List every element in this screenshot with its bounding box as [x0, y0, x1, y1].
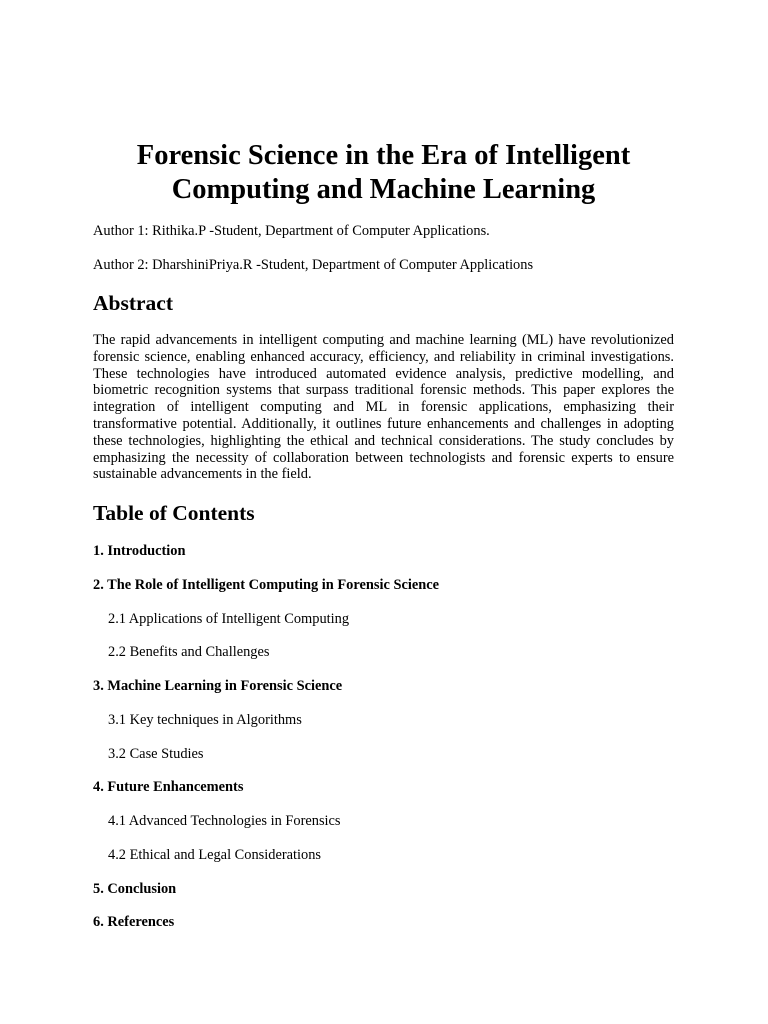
abstract-body: The rapid advancements in intelligent computing and machine learning (ML) have revolutionized forensic science, enabling enhanced accuracy, efficiency, and reliability in criminal investigations. These technologies have introduced automated evidence analysis, predictive modelling, and biometric recognition systems that surpass traditional forensic methods. This paper explores the integration of intelligent computing and ML in forensic applications, emphasizing their transformative potential. Additionally, it outlines future enhancements and challenges in adopting these technologies, highlighting the ethical and technical considerations. The study concludes by emphasizing the necessity of collaboration between technologists and forensic experts to ensure sustainable advancements in the field.	[93, 332, 674, 483]
toc-item-case-studies[interactable]: 3.2 Case Studies	[108, 746, 204, 762]
author-2: Author 2: DharshiniPriya.R -Student, Department of Computer Applications	[93, 257, 534, 273]
abstract-heading: Abstract	[93, 291, 174, 315]
toc-item-advanced-technologies[interactable]: 4.1 Advanced Technologies in Forensics	[108, 813, 341, 829]
toc-item-future-enhancements[interactable]: 4. Future Enhancements	[93, 779, 244, 795]
paper-title-line-2: Computing and Machine Learning	[171, 174, 596, 205]
toc-item-benefits-and-challenges[interactable]: 2.2 Benefits and Challenges	[108, 644, 270, 660]
toc-item-introduction[interactable]: 1. Introduction	[93, 543, 186, 559]
toc-item-references[interactable]: 6. References	[93, 914, 175, 930]
toc-item-role-of-intelligent-computing[interactable]: 2. The Role of Intelligent Computing in Forensic Science	[93, 577, 440, 593]
author-1: Author 1: Rithika.P -Student, Department of Computer Applications.	[93, 223, 490, 239]
toc-item-key-techniques[interactable]: 3.1 Key techniques in Algorithms	[108, 712, 302, 728]
paper-title	[73, 139, 694, 207]
toc-heading: Table of Contents	[93, 501, 255, 525]
toc-item-applications-of-intelligent-computing[interactable]: 2.1 Applications of Intelligent Computing	[108, 611, 350, 627]
paper-title-line-1: Forensic Science in the Era of Intelligent	[136, 140, 631, 171]
toc-item-ethical-legal-considerations[interactable]: 4.2 Ethical and Legal Considerations	[108, 847, 322, 863]
toc-item-machine-learning[interactable]: 3. Machine Learning in Forensic Science	[93, 678, 343, 694]
toc-item-conclusion[interactable]: 5. Conclusion	[93, 881, 177, 897]
